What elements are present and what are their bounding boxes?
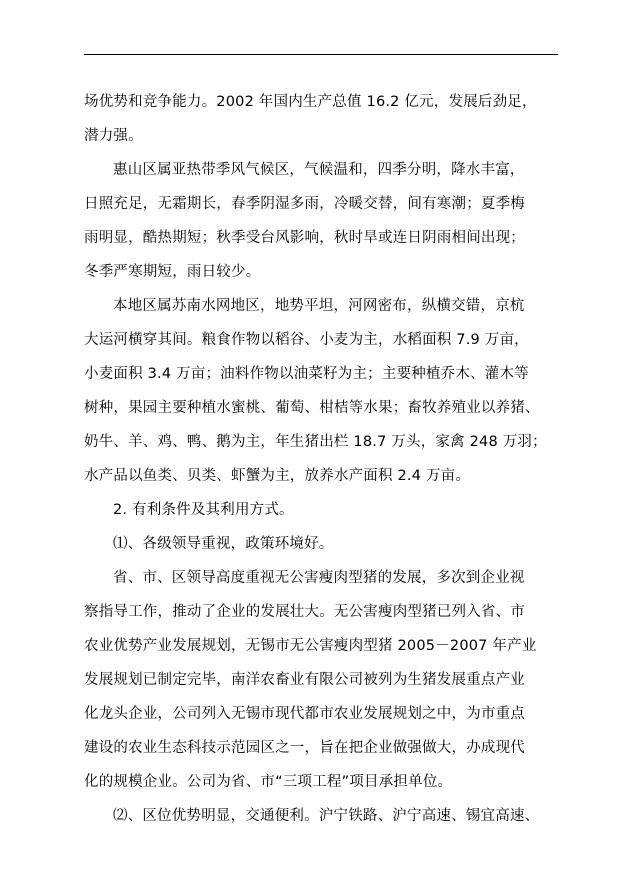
text-line: 建设的农业生态科技示范园区之一，旨在把企业做强做大，办成现代 xyxy=(84,740,525,756)
text-line: 大运河横穿其间。粮食作物以稻谷、小麦为主，水稻面积 7.9 万亩， xyxy=(84,332,529,348)
paragraph-first-line: 本地区属苏南水网地区，地势平坦，河网密布，纵横交错，京杭 xyxy=(113,298,525,314)
text-line: 日照充足，无霜期长，春季阴湿多雨，冷暖交替，间有寒潮；夏季梅 xyxy=(84,196,525,212)
text-line: 小麦面积 3.4 万亩；油料作物以油菜籽为主；主要种植乔木、灌木等 xyxy=(84,366,529,382)
subsection-heading: ⑵、区位优势明显，交通便利。沪宁铁路、沪宁高速、锡宜高速、 xyxy=(113,808,540,824)
text-line: 水产品以鱼类、贝类、虾蟹为主，放养水产面积 2.4 万亩。 xyxy=(84,468,471,484)
text-line: 树种，果园主要种植水蜜桃、葡萄、柑桔等水果；畜牧养殖业以养猪、 xyxy=(84,400,540,416)
text-line: 农业优势产业发展规划，无锡市无公害瘦肉型猪 2005－2007 年产业 xyxy=(84,638,537,654)
header-rule xyxy=(84,54,558,55)
paragraph-first-line: 惠山区属亚热带季风气候区，气候温和，四季分明，降水丰富， xyxy=(113,162,525,178)
text-line: 奶牛、羊、鸡、鸭、鹅为主，年生猪出栏 18.7 万头，家禽 248 万羽； xyxy=(84,434,547,450)
text-line: 化的规模企业。公司为省、市“三项工程”项目承担单位。 xyxy=(84,774,453,790)
text-line: 化龙头企业，公司列入无锡市现代都市农业发展规划之中，为市重点 xyxy=(84,706,525,722)
text-line: 场优势和竞争能力。2002 年国内生产总值 16.2 亿元，发展后劲足， xyxy=(84,94,537,110)
text-line: 发展规划已制定完毕，南洋农畜业有限公司被列为生猪发展重点产业 xyxy=(84,672,525,688)
text-line: 潜力强。 xyxy=(84,128,143,144)
subsection-heading: ⑴、各级领导重视，政策环境好。 xyxy=(113,536,334,552)
text-line: 察指导工作，推动了企业的发展壮大。无公害瘦肉型猪已列入省、市 xyxy=(84,604,525,620)
section-heading: 2. 有利条件及其利用方式。 xyxy=(113,502,294,518)
paragraph-first-line: 省、市、区领导高度重视无公害瘦肉型猪的发展，多次到企业视 xyxy=(113,570,525,586)
text-line: 冬季严寒期短，雨日较少。 xyxy=(84,264,261,280)
text-line: 雨明显，酷热期短；秋季受台风影响，秋时旱或连日阴雨相间出现； xyxy=(84,230,525,246)
